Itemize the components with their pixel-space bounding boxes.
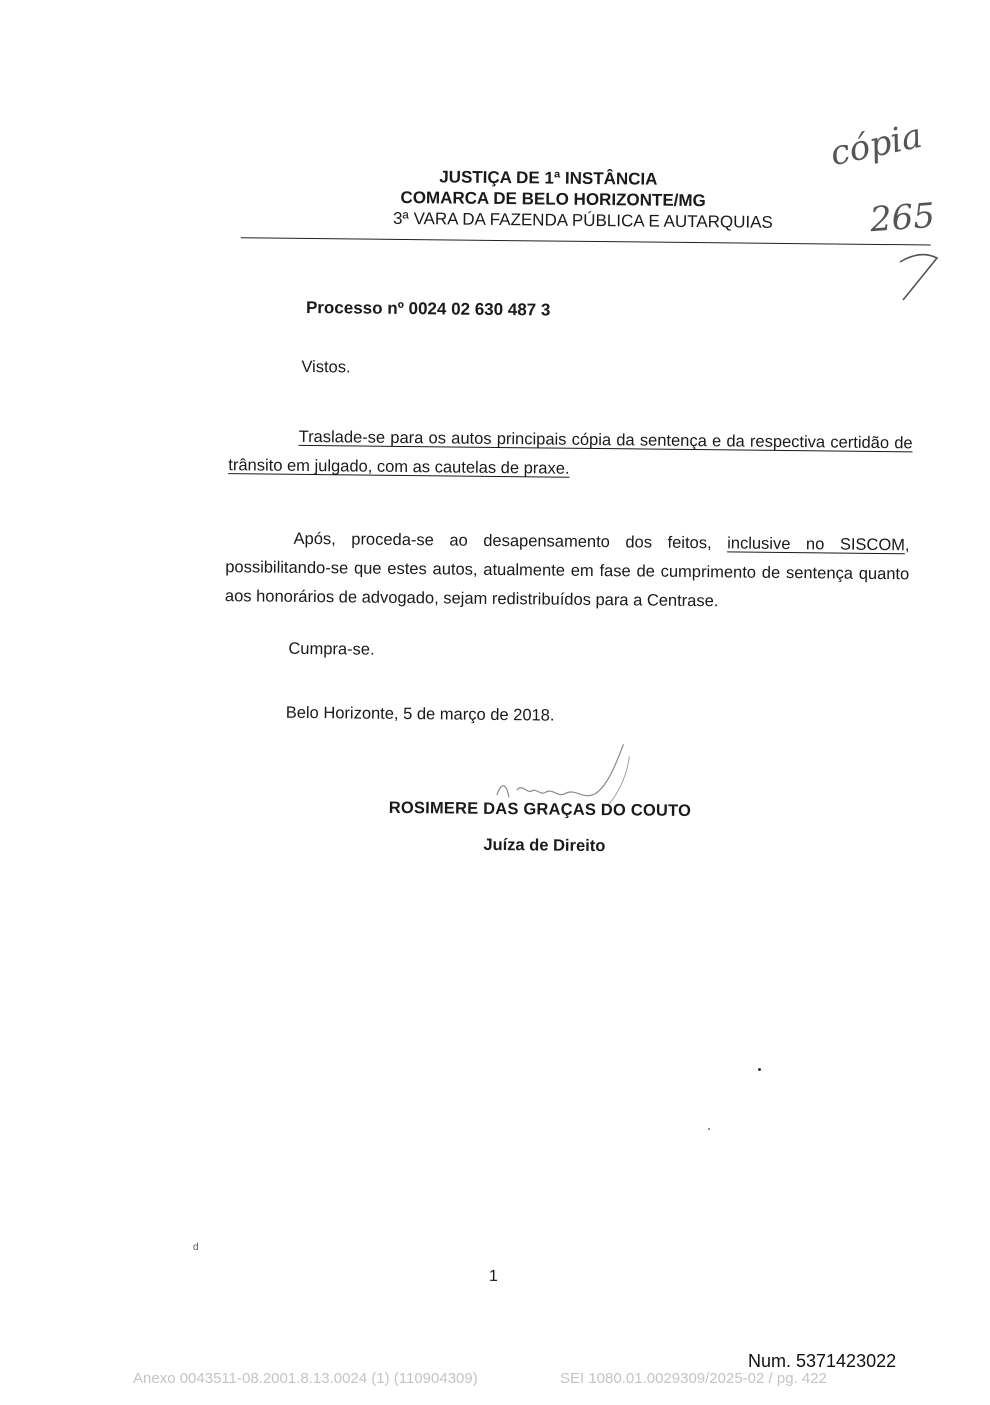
process-number: Processo nº 0024 02 630 487 3 [305,297,551,320]
court-header-line2: COMARCA DE BELO HORIZONTE/MG [400,187,706,211]
closing: Cumpra-se. [288,639,375,659]
header-divider [241,237,931,245]
place-date: Belo Horizonte, 5 de março de 2018. [285,703,555,725]
document-num: Num. 5371423022 [748,1351,897,1371]
paragraph-detachment-underlined: inclusive no SISCOM [727,534,906,555]
handwritten-note-copia: cópia [826,115,926,175]
signer-title: Juíza de Direito [483,835,606,856]
paragraph-transfer [228,422,913,487]
sei-reference: SEI 1080.01.0029309/2025-02 / pg. 422 [560,1370,827,1387]
paragraph-detachment [225,524,910,618]
court-header-line1: JUSTIÇA DE 1ª INSTÂNCIA [439,167,658,189]
handwritten-stroke [895,240,945,310]
scan-speck [758,1068,761,1071]
paragraph-detachment-start: Após, proceda-se ao desapensamento dos feitos, [293,529,728,553]
signer-name: ROSIMERE DAS GRAÇAS DO COUTO [388,798,692,821]
greeting: Vistos. [301,357,351,377]
stray-mark: d [193,1242,199,1253]
paragraph-detachment-end: , possibilitando-se que estes autos, atualmente em fase de cumprimento de sentença quanto aos honorários de advogado, sejam redistribuídos para a Centrase. [224,536,910,611]
scan-speck [708,1128,710,1130]
annex-reference: Anexo 0043511-08.2001.8.13.0024 (1) (110904309) [133,1370,478,1387]
court-header-line3: 3ª VARA DA FAZENDA PÚBLICA E AUTARQUIAS [392,208,773,232]
paragraph-transfer-text: Traslade-se para os autos principais cópia da sentença e da respectiva certidão de trânsito em julgado, com as cautelas de praxe. [228,427,913,478]
page-number: 1 [488,1267,498,1286]
handwritten-folio-number: 265 [868,195,937,241]
